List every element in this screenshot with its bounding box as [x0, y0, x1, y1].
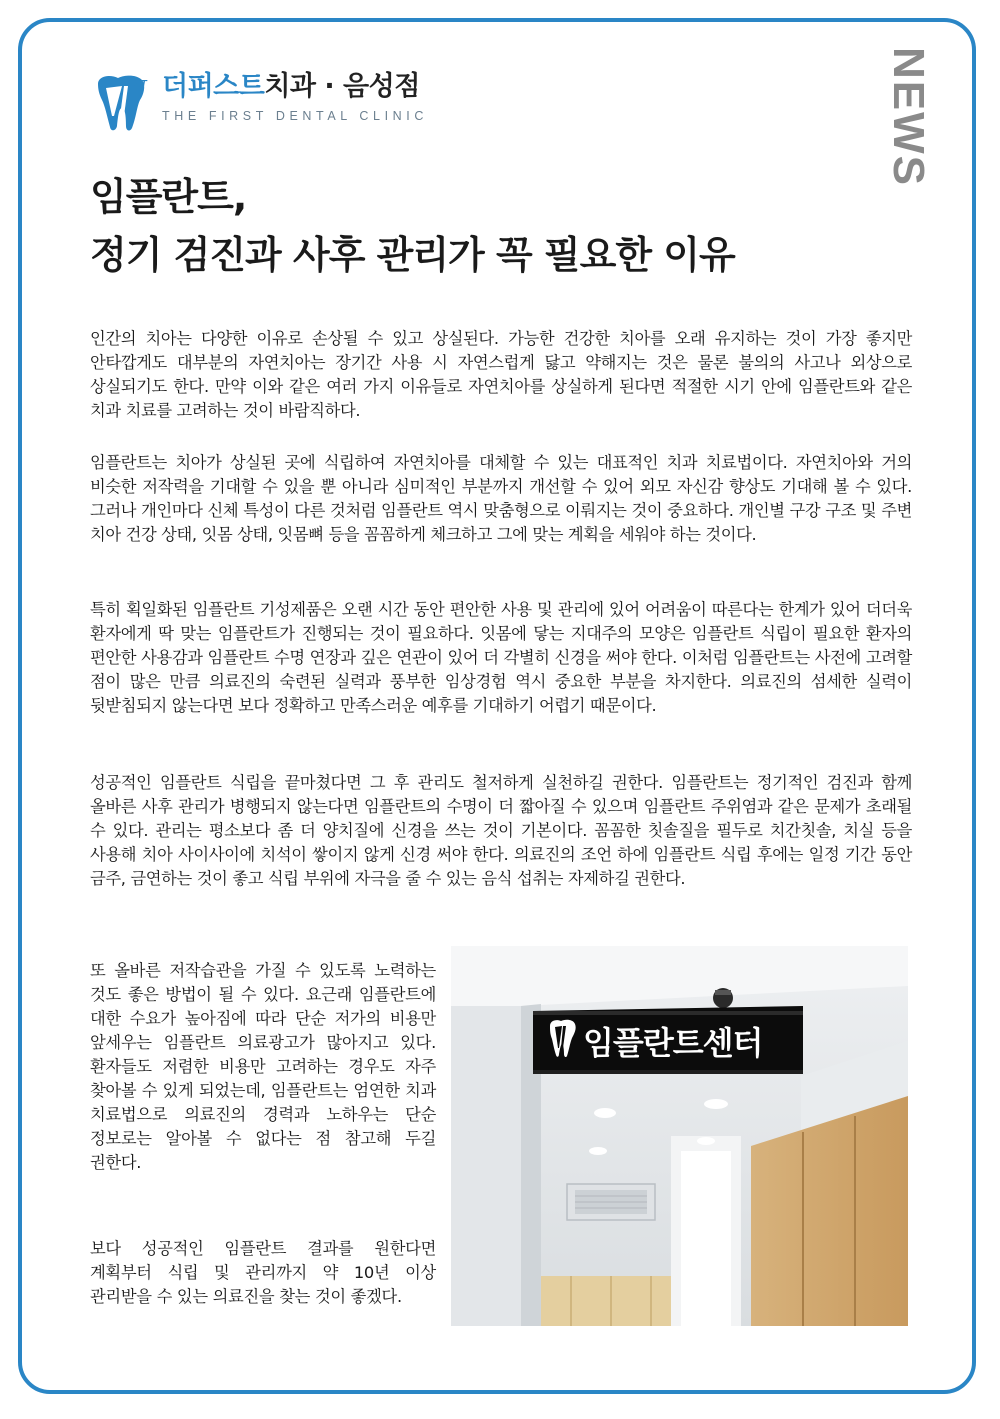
logo-badge: ST: [134, 79, 147, 90]
title-line-2: 정기 검진과 사후 관리가 꼭 필요한 이유: [90, 233, 735, 277]
paragraph-4: 성공적인 임플란트 식립을 끝마쳤다면 그 후 관리도 철저하게 실천하길 권한다. 임플란트는 정기적인 검진과 함께 올바른 사후 관리가 병행되지 않는다면 임플란트의 수명이 더 짧아질 수 있으며 임플란트 주위염과 같은 문제가 초래될 수 있다. 관리는 평소보다 좀 더 양치질에 신경을 쓰는 것이 기본이다. 꼼꼼한 칫솔질을 필두로 치간칫솔, 치실 등을 사용해 치아 사이사이에 치석이 쌓이지 않게 신경 써야 한다. 의료진의 조언 하에 임플란트 식립 후에는 일정 기간 동안 금주, 금연하는 것이 좋고 식립 부위에 자극을 줄 수 있는 음식 섭취는 자제하길 권한다.: [90, 773, 912, 888]
clinic-logo: [92, 70, 428, 134]
paragraph-2: 임플란트는 치아가 상실된 곳에 식립하여 자연치아를 대체할 수 있는 대표적인 치과 치료법이다. 자연치아와 거의 비슷한 저작력을 기대할 수 있을 뿐 아니라 심미적인 부분까지 개선할 수 있어 외모 자신감 향상도 기대해 볼 수 있다. 그러나 개인마다 신체 특성이 다른 것처럼 임플란트 역시 맞춤형으로 이뤄지는 것이 중요하다. 개인별 구강 구조 및 주변 치아 건강 상태, 잇몸 상태, 잇몸뼈 등을 꼼꼼하게 체크하고 그에 맞는 계획을 세워야 하는 것이다.: [90, 453, 912, 544]
news-label: [876, 47, 940, 187]
title-line-1: 임플란트,: [90, 175, 247, 219]
clinic-name-branch: 치과 · 음성점: [264, 71, 420, 102]
implant-center-photo: [451, 946, 908, 1326]
photo-sign-text: 임플란트센터: [583, 1024, 763, 1062]
clinic-name: [162, 70, 428, 104]
paragraph-3: 특히 획일화된 임플란트 기성제품은 오랜 시간 동안 편안한 사용 및 관리에 있어 어려움이 따른다는 한계가 있어 더더욱 환자에게 딱 맞는 임플란트가 진행되는 것이 필요하다. 잇몸에 닿는 지대주의 모양은 임플란트 식립이 필요한 환자의 편안한 사용감과 임플란트 수명 연장과 깊은 연관이 있어 더 각별히 신경을 써야 한다. 이처럼 임플란트는 사전에 고려할 점이 많은 만큼 의료진의 숙련된 실력과 풍부한 임상경험 역시 중요한 부분을 차지한다. 의료진의 섬세한 실력이 뒷받침되지 않는다면 보다 정확하고 만족스러운 예후를 기대하기 어렵기 때문이다.: [90, 600, 912, 715]
paragraph-5: 또 올바른 저작습관을 가질 수 있도록 노력하는 것도 좋은 방법이 될 수 있다. 요근래 임플란트에 대한 수요가 높아짐에 따라 단순 저가의 비용만 앞세우는 임플란트 의료광고가 많아지고 있다. 환자들도 저렴한 비용만 고려하는 경우도 자주 찾아볼 수 있게 되었는데, 임플란트는 엄연한 치과 치료법으로 의료진의 경력과 노하우는 단순 정보로는 알아볼 수 없다는 점 참고해 두길 권한다.: [90, 961, 436, 1172]
clinic-english-name: THE FIRST DENTAL CLINIC: [162, 109, 429, 123]
paragraph-1: 인간의 치아는 다양한 이유로 손상될 수 있고 상실된다. 가능한 건강한 치아를 오래 유지하는 것이 가장 좋지만 안타깝게도 대부분의 자연치아는 장기간 사용 시 자연스럽게 닳고 약해지는 것은 물론 불의의 사고나 외상으로 상실되기도 한다. 만약 이와 같은 여러 가지 이유들로 자연치아를 상실하게 된다면 적절한 시기 안에 임플란트와 같은 치과 치료를 고려하는 것이 바람직하다.: [90, 329, 912, 420]
tooth-logo-icon: [92, 70, 156, 134]
clinic-name-brand: 더퍼스트: [162, 71, 265, 102]
article-title: [90, 168, 910, 284]
news-label-text: NEWS: [884, 47, 933, 187]
paragraph-6: 보다 성공적인 임플란트 결과를 원한다면 계획부터 식립 및 관리까지 약 10년 이상 관리받을 수 있는 의료진을 찾는 것이 좋겠다.: [90, 1239, 436, 1306]
